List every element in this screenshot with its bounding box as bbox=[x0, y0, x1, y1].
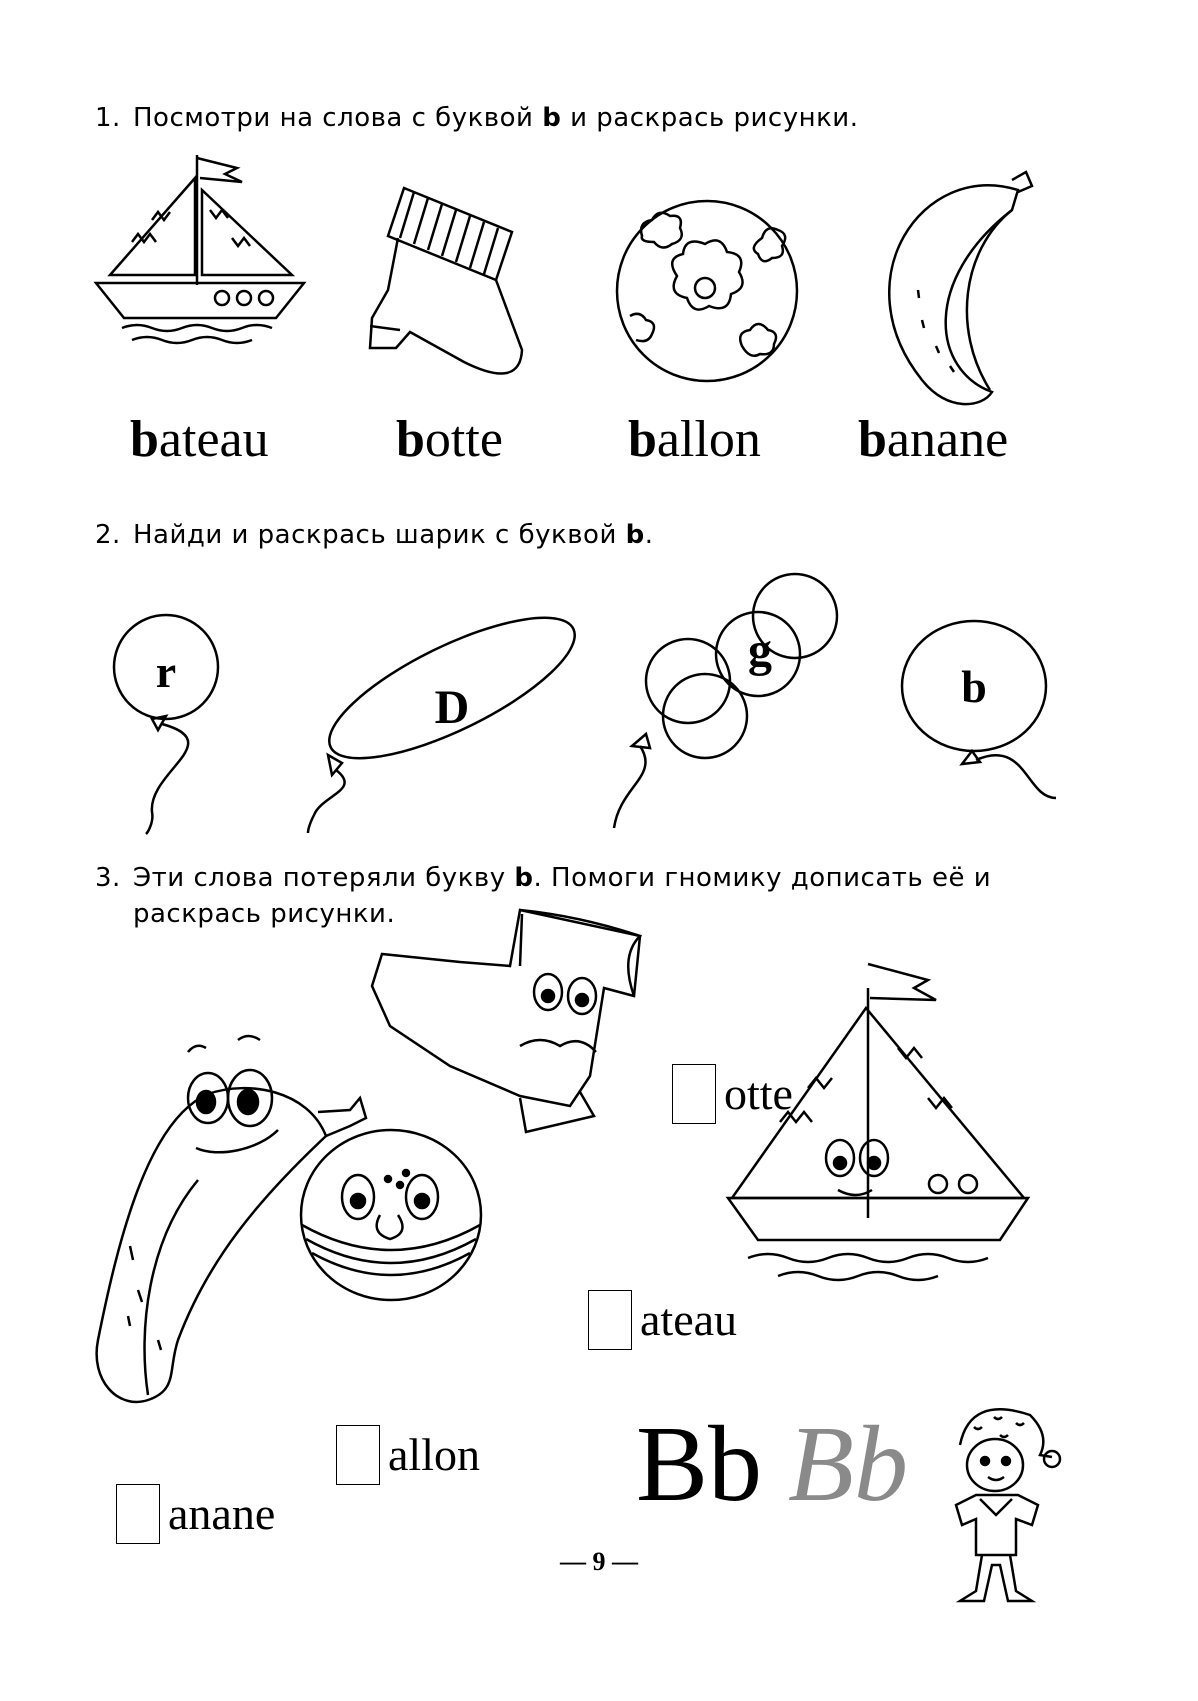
banana-illustration bbox=[862, 170, 1042, 415]
word-botte-rest: otte bbox=[424, 411, 503, 468]
task-2-number: 2. bbox=[95, 520, 121, 550]
task-3-number: 3. bbox=[95, 863, 121, 893]
missing-word-allon-text: allon bbox=[388, 1429, 480, 1480]
task-2-letter: b bbox=[625, 520, 645, 550]
letter-box-ateau[interactable] bbox=[588, 1290, 632, 1350]
missing-word-otte bbox=[672, 1064, 793, 1124]
boat-illustration bbox=[92, 150, 312, 300]
cartoon-ball-illustration bbox=[296, 1125, 486, 1315]
page-number: — 9 — bbox=[560, 1547, 638, 1576]
balloon-d bbox=[302, 615, 592, 830]
balloon-g bbox=[610, 566, 860, 831]
balloon-b-letter: b bbox=[961, 661, 987, 712]
ball-illustration bbox=[612, 196, 802, 386]
alphabet-letters bbox=[636, 1405, 908, 1525]
task-1-text: Посмотри на слова с буквой bbox=[133, 103, 534, 133]
missing-word-anane-text: anane bbox=[168, 1488, 276, 1539]
missing-word-ateau bbox=[588, 1290, 737, 1350]
word-banane-first-letter: b bbox=[858, 411, 887, 468]
word-ballon bbox=[628, 410, 761, 470]
word-bateau-rest: ateau bbox=[158, 411, 269, 468]
task-1-letter: b bbox=[542, 103, 562, 133]
task-2-text-end: . bbox=[644, 520, 654, 550]
task-3-text: Эти слова потеряли букву bbox=[133, 863, 506, 893]
missing-word-anane bbox=[116, 1484, 275, 1544]
task-1-instruction bbox=[95, 100, 858, 136]
word-ballon-rest: allon bbox=[656, 411, 761, 468]
balloon-d-letter: D bbox=[434, 681, 470, 734]
letter-box-allon[interactable] bbox=[336, 1425, 380, 1485]
word-bateau bbox=[130, 410, 269, 470]
task-3-text-mid: . Помоги гномику дописать её и bbox=[533, 863, 992, 893]
balloon-r bbox=[108, 612, 228, 832]
gnome-illustration bbox=[940, 1395, 1060, 1610]
missing-word-ateau-text: ateau bbox=[640, 1294, 738, 1345]
word-botte-first-letter: b bbox=[396, 411, 425, 468]
letter-box-anane[interactable] bbox=[116, 1484, 160, 1544]
letter-bb-italic: Bb bbox=[788, 1405, 909, 1524]
missing-word-allon bbox=[336, 1425, 480, 1485]
missing-word-otte-text: otte bbox=[724, 1068, 793, 1119]
task-3-text-line2: раскрась рисунки. bbox=[133, 899, 396, 929]
word-bateau-first-letter: b bbox=[130, 411, 159, 468]
task-2-instruction bbox=[95, 517, 654, 553]
word-ballon-first-letter: b bbox=[628, 411, 657, 468]
balloon-g-letter: g bbox=[748, 624, 772, 677]
balloon-r-letter: r bbox=[155, 646, 177, 697]
boot-illustration bbox=[360, 180, 540, 380]
cartoon-boat-illustration bbox=[728, 958, 1058, 1318]
letter-box-otte[interactable] bbox=[672, 1064, 716, 1124]
task-1-text-end: и раскрась рисунки. bbox=[570, 103, 859, 133]
task-2-text: Найди и раскрась шарик с буквой bbox=[133, 520, 617, 550]
balloon-b bbox=[896, 618, 1066, 818]
task-1-number: 1. bbox=[95, 103, 121, 133]
cartoon-boot-illustration bbox=[370, 906, 660, 1146]
word-botte bbox=[396, 410, 503, 470]
word-banane bbox=[858, 410, 1008, 470]
word-banane-rest: anane bbox=[886, 411, 1009, 468]
letter-bb-upright: Bb bbox=[636, 1405, 763, 1524]
task-3-letter: b bbox=[514, 863, 534, 893]
